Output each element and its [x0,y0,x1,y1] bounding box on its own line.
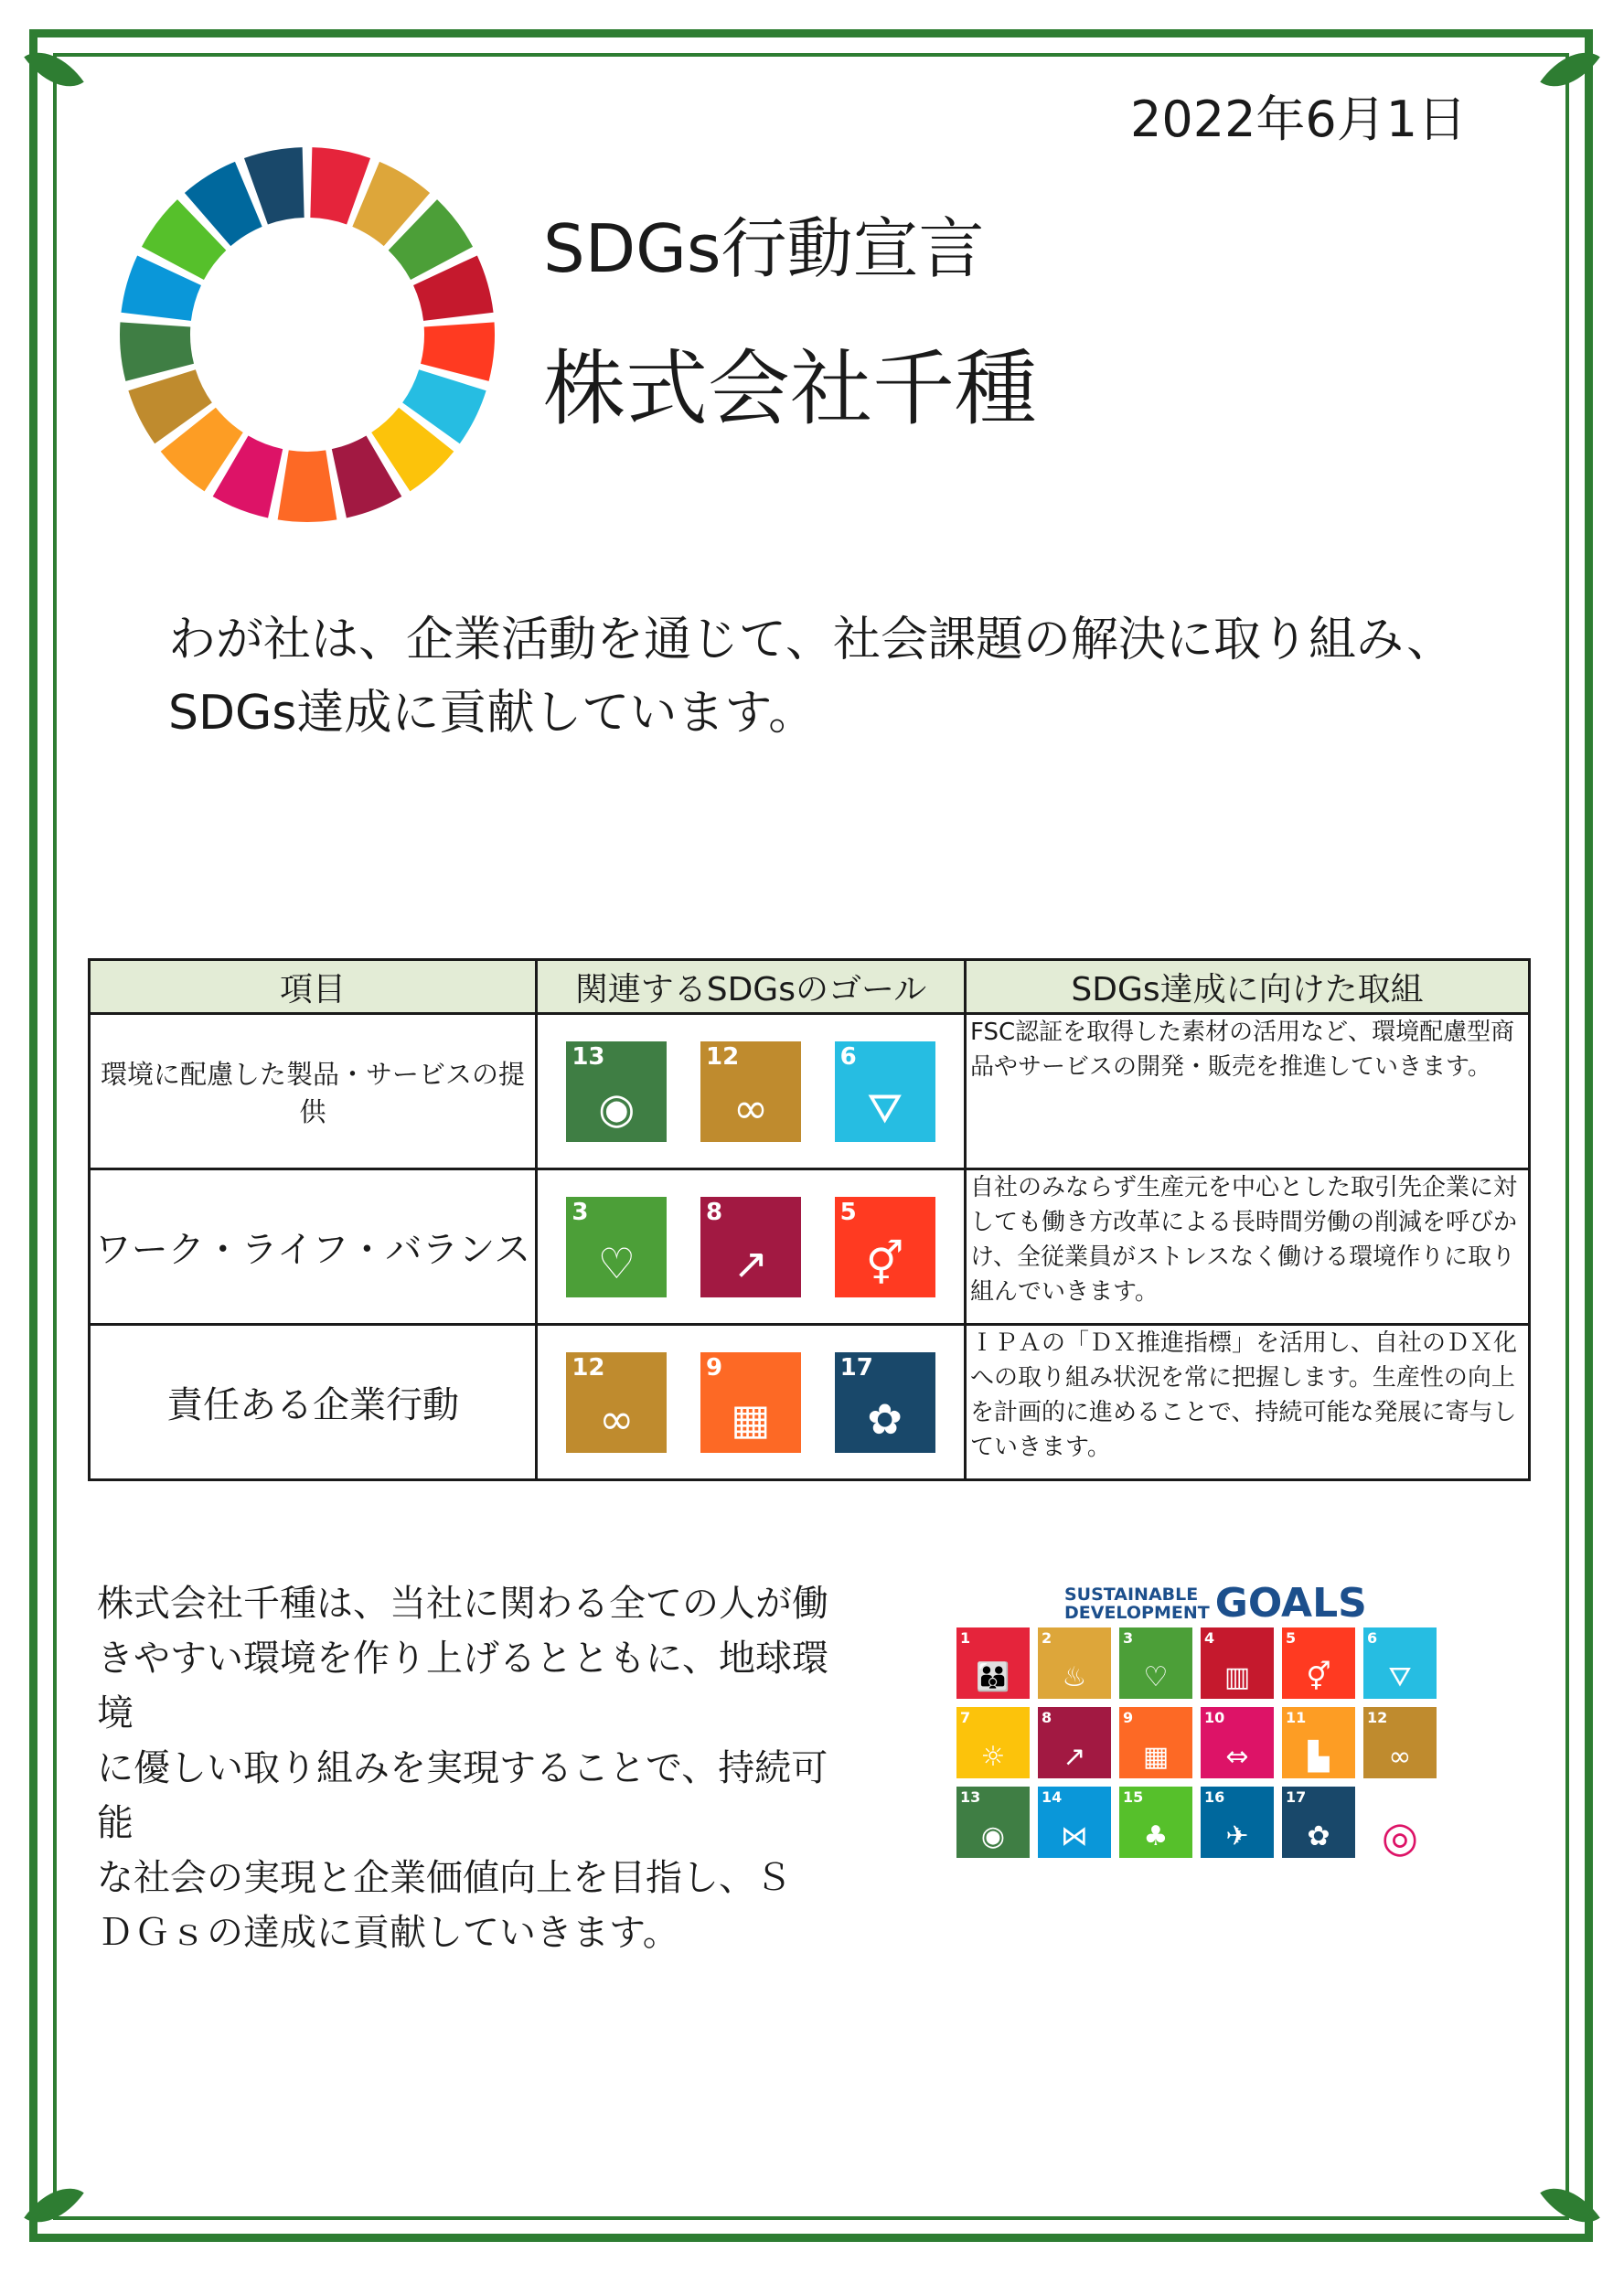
page-title: SDGs行動宣言 [543,210,985,287]
wheel-segment [120,322,194,380]
goal-number: 5 [839,1198,857,1226]
goal-13-tile [566,1041,667,1142]
goal-tile [1038,1787,1111,1858]
goal-tile [1282,1707,1355,1778]
infinity-icon: ∞ [732,1083,769,1133]
row-item: 環境に配慮した製品・サービスの提供 [90,1014,537,1169]
goal-tile [1282,1627,1355,1699]
goal-tile [1363,1627,1437,1699]
eye-globe-icon: ◉ [980,1820,1006,1852]
wheel-segment [421,322,495,380]
goal-number: 3 [1123,1629,1134,1647]
goal-5-tile [835,1197,935,1297]
city-icon: ▙ [1308,1741,1330,1773]
table-row [90,1014,1530,1169]
goal-number: 8 [705,1198,723,1226]
cubes-icon: ▦ [731,1393,771,1444]
goal-3-tile [566,1197,667,1297]
goal-tile [1201,1787,1274,1858]
goal-12-tile [566,1352,667,1453]
closing-line: な社会の実現と企業価値向上を目指し、Ｓ [97,1857,792,1899]
goal-number: 12 [572,1353,605,1382]
intro-line: SDGs達成に貢献しています。 [168,686,817,741]
water-drop-icon: ⛛ [867,1083,903,1133]
row-goals [537,1169,966,1325]
sun-icon: ☼ [980,1741,1006,1773]
goal-tile [1119,1787,1192,1858]
header-goals: 関連するSDGsのゴール [537,960,966,1014]
goal-tile [1363,1707,1437,1778]
fish-icon: ⋈ [1061,1820,1088,1852]
goal-number: 7 [960,1709,971,1726]
goal-number: 9 [705,1353,723,1382]
closing-line: に優しい取り組みを実現することで、持続可能 [97,1747,828,1844]
goal-number: 5 [1286,1629,1297,1647]
goal-number: 6 [1367,1629,1378,1647]
goal-tile [1201,1707,1274,1778]
tree-icon: ♣ [1143,1820,1169,1852]
goal-tile [1201,1627,1274,1699]
goal-number: 12 [1367,1709,1388,1726]
goal-tile [1038,1707,1111,1778]
goal-tile [1282,1787,1355,1858]
header-action: SDGs達成に向けた取組 [966,960,1530,1014]
intro-line: わが社は、企業活動を通じて、社会課題の解決に取り組み、 [168,613,1455,667]
growth-chart-icon: ↗ [1063,1741,1086,1773]
goal-tile [1119,1627,1192,1699]
goal-number: 10 [1204,1709,1225,1726]
closing-line: 株式会社千種は、当社に関わる全ての人が働 [97,1583,828,1625]
sdg-wheel-icon: ◎ [1381,1812,1419,1862]
row-action: 自社のみならず生産元を中心とした取引先企業に対しても働き方改革による長時間労働の削減を呼びかけ、全従業員がストレスなく働ける環境作りに取り組んでいきます。 [966,1169,1530,1325]
sdg-wheel-icon [115,143,499,527]
row-goals [537,1014,966,1169]
goal-number: 17 [1286,1788,1307,1806]
table-row [90,1169,1530,1325]
table-row [90,1325,1530,1480]
logo-word: GOALS [1214,1580,1367,1627]
goal-tile [1119,1707,1192,1778]
row-action: FSC認証を取得した素材の活用など、環境配慮型商品やサービスの開発・販売を推進していきます。 [966,1014,1530,1169]
closing-line: きやすい環境を作り上げるとともに、地球環境 [97,1638,828,1734]
book-icon: ▥ [1223,1661,1251,1693]
goal-number: 11 [1286,1709,1307,1726]
goal-tile [956,1707,1030,1778]
goal-number: 1 [960,1629,971,1647]
goal-number: 17 [839,1353,873,1382]
row-item: ワーク・ライフ・バランス [90,1169,537,1325]
goal-number: 13 [572,1042,605,1071]
row-item: 責任ある企業行動 [90,1325,537,1480]
goal-12-tile [700,1041,801,1142]
goal-tile [1038,1627,1111,1699]
bowl-icon: ♨ [1062,1661,1087,1693]
table-header-row [90,960,1530,1014]
header-item: 項目 [90,960,537,1014]
goal-tile [956,1787,1030,1858]
declaration-date: 2022年6月1日 [1130,91,1468,148]
infinity-icon: ∞ [1388,1741,1412,1773]
goal-17-tile [835,1352,935,1453]
gender-equality-icon: ⚥ [865,1238,904,1288]
goal-tile [1363,1787,1437,1862]
logo-line2: DEVELOPMENT [1064,1602,1210,1623]
goal-number: 15 [1123,1788,1144,1806]
eye-globe-icon: ◉ [598,1083,636,1133]
company-name: 株式会社千種 [543,341,1037,437]
flower-icon: ✿ [867,1393,903,1444]
people-icon: 👪 [976,1661,1010,1693]
flower-icon: ✿ [1307,1820,1330,1852]
goal-number: 4 [1204,1629,1215,1647]
goal-number: 2 [1042,1629,1052,1647]
closing-text [97,1576,838,1960]
heartbeat-icon: ♡ [1143,1661,1169,1693]
intro-text [168,603,1467,750]
row-action: ＩＰＡの「ＤＸ推進指標」を活用し、自社のＤＸ化への取り組み状況を常に把握します。生産性の向上を計画的に進めることで、持続可能な発展に寄与していきます。 [966,1325,1530,1480]
goal-number: 14 [1042,1788,1063,1806]
goal-number: 16 [1204,1788,1225,1806]
goal-9-tile [700,1352,801,1453]
gender-equality-icon: ⚥ [1306,1661,1331,1693]
wheel-segment [278,450,337,522]
closing-line: ＤＧｓの達成に貢献していきます。 [97,1912,679,1954]
sdg-goals-logo [1064,1580,1367,1627]
water-drop-icon: ⛛ [1388,1661,1412,1693]
dove-icon: ✈ [1225,1820,1249,1852]
sdg-table [88,958,1531,1481]
goal-number: 9 [1123,1709,1134,1726]
goal-tile [956,1627,1030,1699]
row-goals [537,1325,966,1480]
goal-number: 8 [1042,1709,1052,1726]
heartbeat-icon: ♡ [597,1238,636,1288]
logo-line1: SUSTAINABLE [1064,1584,1199,1605]
cubes-icon: ▦ [1142,1741,1170,1773]
goal-number: 12 [705,1042,740,1071]
sdg-goals-grid [956,1627,1439,1862]
goal-8-tile [700,1197,801,1297]
equality-arrows-icon: ⇔ [1225,1741,1249,1773]
goal-number: 3 [572,1198,589,1226]
goal-number: 13 [960,1788,981,1806]
goal-number: 6 [839,1042,857,1071]
infinity-icon: ∞ [599,1393,635,1444]
growth-chart-icon: ↗ [732,1238,769,1288]
goal-6-tile [835,1041,935,1142]
